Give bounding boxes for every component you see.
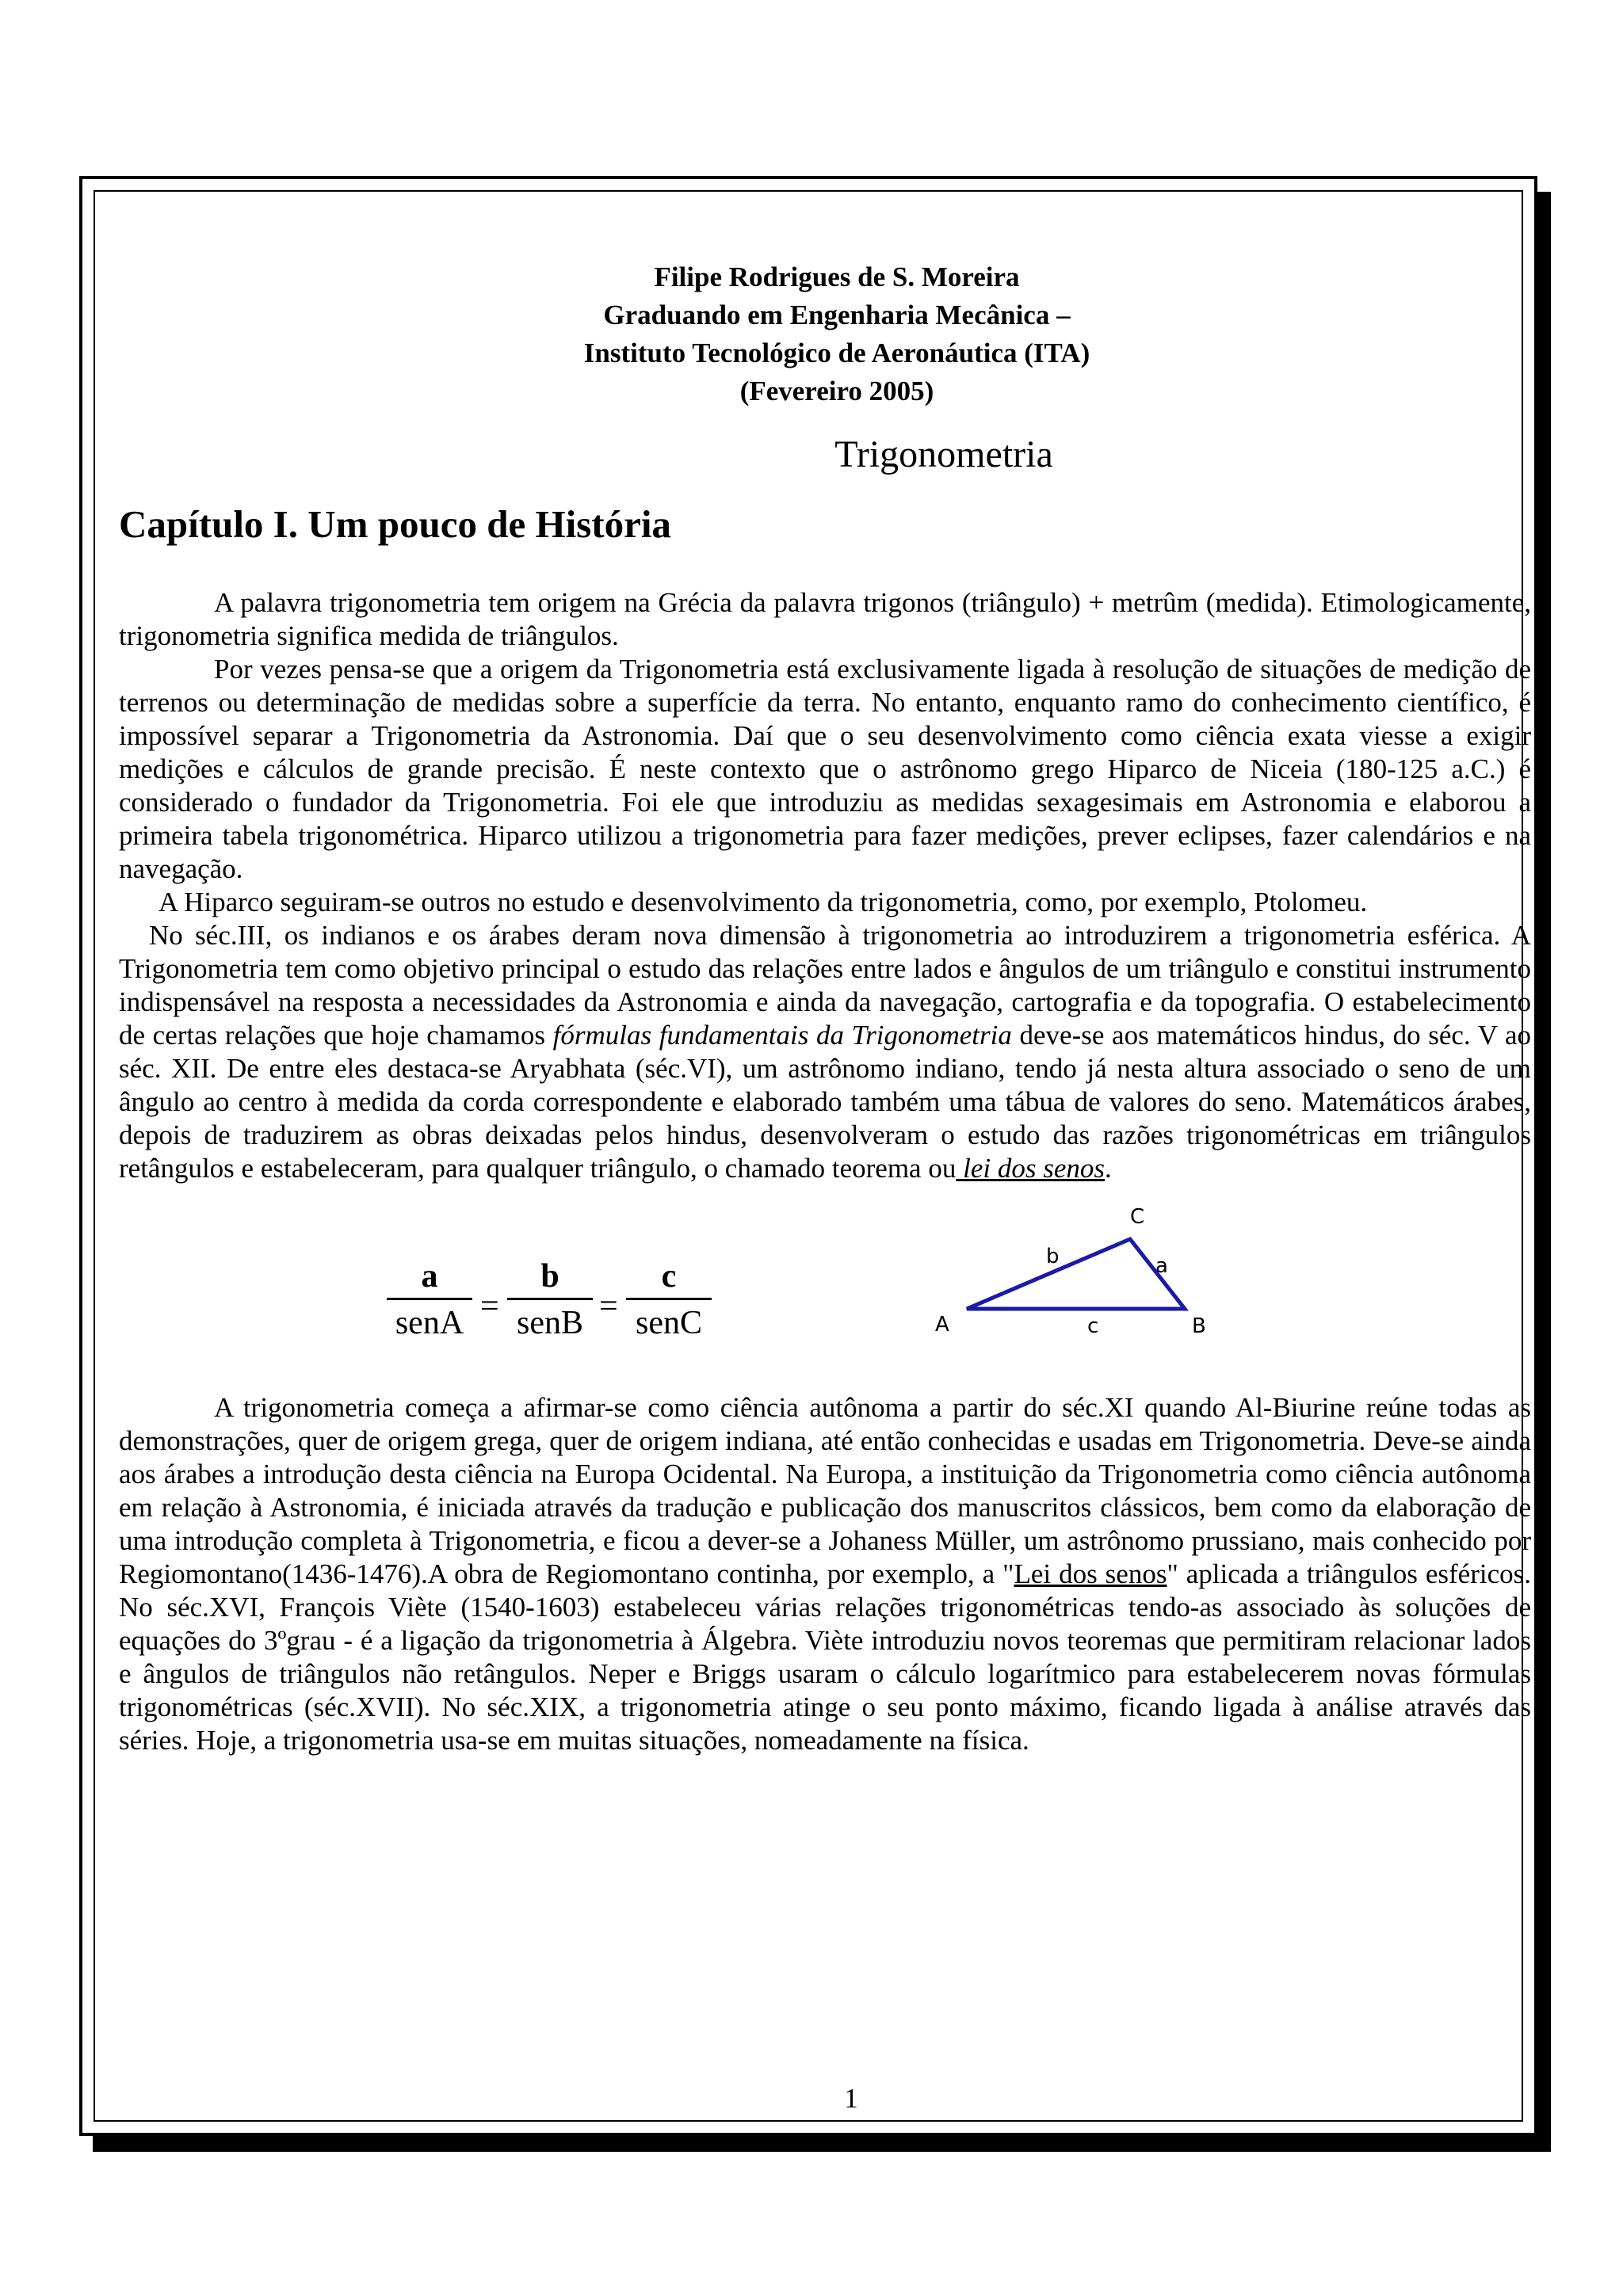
paragraph-4-text-a: No séc.III, os indianos e os árabes deram nova dimensão à trigonometria ao introduzirem a trigonometria esférica. A Trigonometria tem como objetivo principal o estudo das relações entre lados e ângulos de um triângulo e constitui instrumento indispensável na resposta a necessidades da Astronomia e ainda da navegação, cartografia e da topografia. O estabelecimento de certas relações que hoje chamamos — [119, 920, 1531, 1051]
lei-dos-senos-link-2[interactable]: Lei dos senos — [1014, 1558, 1167, 1589]
chapter-heading: Capítulo I. Um pouco de História — [119, 502, 671, 546]
body-text — [119, 586, 1531, 1757]
author-date: (Fevereiro 2005) — [739, 376, 934, 406]
vertex-label-a: A — [935, 1313, 949, 1337]
paragraph-1: A palavra trigonometria tem origem na Grécia da palavra trigonos (triângulo) + metrûm (medida). Etimologicamente, trigonometria significa medida de triângulos. — [119, 587, 1531, 651]
document-content — [119, 258, 1531, 1757]
side-label-a: a — [1155, 1254, 1168, 1278]
fraction-b-numerator: b — [540, 1258, 559, 1295]
fraction-b — [507, 1257, 593, 1343]
fraction-a — [387, 1257, 472, 1343]
fraction-b-denominator: senB — [517, 1305, 583, 1341]
triangle-shape — [967, 1239, 1185, 1309]
paragraph-3: A Hiparco seguiram-se outros no estudo e desenvolvimento da trigonometria, como, por exemplo, Ptolomeu. — [158, 887, 1368, 917]
side-label-b: b — [1046, 1245, 1060, 1268]
author-block — [143, 258, 1531, 410]
fraction-a-numerator: a — [421, 1258, 438, 1295]
paragraph-4-italic: fórmulas fundamentais da Trigonometria — [552, 1020, 1012, 1051]
paragraph-5-text-c: " aplicada a triângulos esféricos. No séc.XVI, François Viète (1540-1603) estabeleceu várias relações trigonométricas tendo-as associado às soluções de equações do 3ºgrau - é a ligação da trigonometria à Álgebra. Viète introduziu novos teoremas que permitiram relacionar lados e ângulos de triângulos não retângulos. Neper e Briggs usaram o cálculo logarítmico para estabelecerem novas fórmulas trigonométricas (séc.XVII). No séc.XIX, a trigonometria atinge o seu ponto máximo, ficando ligada à análise através das séries. Hoje, a trigonometria usa-se em muitas situações, nomeadamente na física. — [119, 1558, 1531, 1756]
fraction-c-bar — [626, 1298, 712, 1300]
equals-sign-1: = — [480, 1288, 499, 1325]
law-of-sines-figure — [119, 1185, 1531, 1391]
fraction-c — [626, 1257, 712, 1343]
author-course: Graduando em Engenharia Mecânica – — [603, 299, 1071, 330]
triangle-diagram — [911, 1190, 1260, 1372]
paragraph-5 — [119, 1391, 1531, 1757]
fraction-a-bar — [387, 1298, 472, 1300]
equals-sign-2: = — [599, 1288, 618, 1325]
document-title: Trigonometria — [834, 433, 1053, 475]
fraction-b-bar — [507, 1298, 593, 1300]
page-number: 1 — [844, 2083, 858, 2114]
paragraph-4-text-c: deve-se aos matemáticos hindus, do séc. V ao séc. XII. De entre eles destaca-se Aryabhata (séc.VI), um astrônomo indiano, tendo já nesta altura associado o seno de um ângulo ao centro à medida da corda correspondente e elaborado também uma tábua de valores do seno. Matemáticos árabes, depois de traduzirem as obras deixadas pelos hindus, desenvolveram o estudo das razões trigonométricas em triângulos retângulos e estabeleceram, para qualquer triângulo, o chamado teorema ou — [119, 1020, 1532, 1184]
vertex-label-c: C — [1130, 1205, 1145, 1229]
lei-dos-senos-link[interactable]: lei dos senos — [956, 1153, 1105, 1184]
fraction-c-denominator: senC — [636, 1305, 702, 1341]
paragraph-4 — [119, 919, 1531, 1185]
author-name: Filipe Rodrigues de S. Moreira — [654, 261, 1020, 292]
fraction-c-numerator: c — [661, 1258, 677, 1295]
author-institution: Instituto Tecnológico de Aeronáutica (ITA) — [583, 338, 1090, 368]
side-label-c: c — [1087, 1314, 1099, 1338]
paragraph-5-text-a: A trigonometria começa a afirmar-se como ciência autônoma a partir do séc.XI quando Al-Biurine reúne todas as demonstrações, quer de origem grega, quer de origem indiana, até então conhecidas e usadas em Trigonometria. Deve-se ainda aos árabes a introdução desta ciência na Europa Ocidental. Na Europa, a instituição da Trigonometria como ciência autônoma em relação à Astronomia, é iniciada através da tradução e publicação dos manuscritos clássicos, bem como da elaboração de uma introdução completa à Trigonometria, e ficou a dever-se a Johaness Müller, um astrônomo prussiano, mais conhecido por Regiomontano(1436-1476).A obra de Regiomontano continha, por exemplo, a " — [119, 1392, 1531, 1589]
vertex-label-b: B — [1192, 1314, 1206, 1338]
paragraph-4-text-e: . — [1104, 1153, 1112, 1184]
fraction-a-denominator: senA — [395, 1305, 464, 1341]
paragraph-2: Por vezes pensa-se que a origem da Trigonometria está exclusivamente ligada à resolução de situações de medição de terrenos ou determinação de medidas sobre a superfície da terra. No entanto, enquanto ramo do conhecimento científico, é impossível separar a Trigonometria da Astronomia. Daí que o seu desenvolvimento como ciência exata viesse a exigir medições e cálculos de grande precisão. É neste contexto que o astrônomo grego Hiparco de Niceia (180-125 a.C.) é considerado o fundador da Trigonometria. Foi ele que introduziu as medidas sexagesimais em Astronomia e elaborou a primeira tabela trigonométrica. Hiparco utilizou a trigonometria para fazer medições, prever eclipses, fazer calendários e na navegação. — [119, 654, 1531, 884]
